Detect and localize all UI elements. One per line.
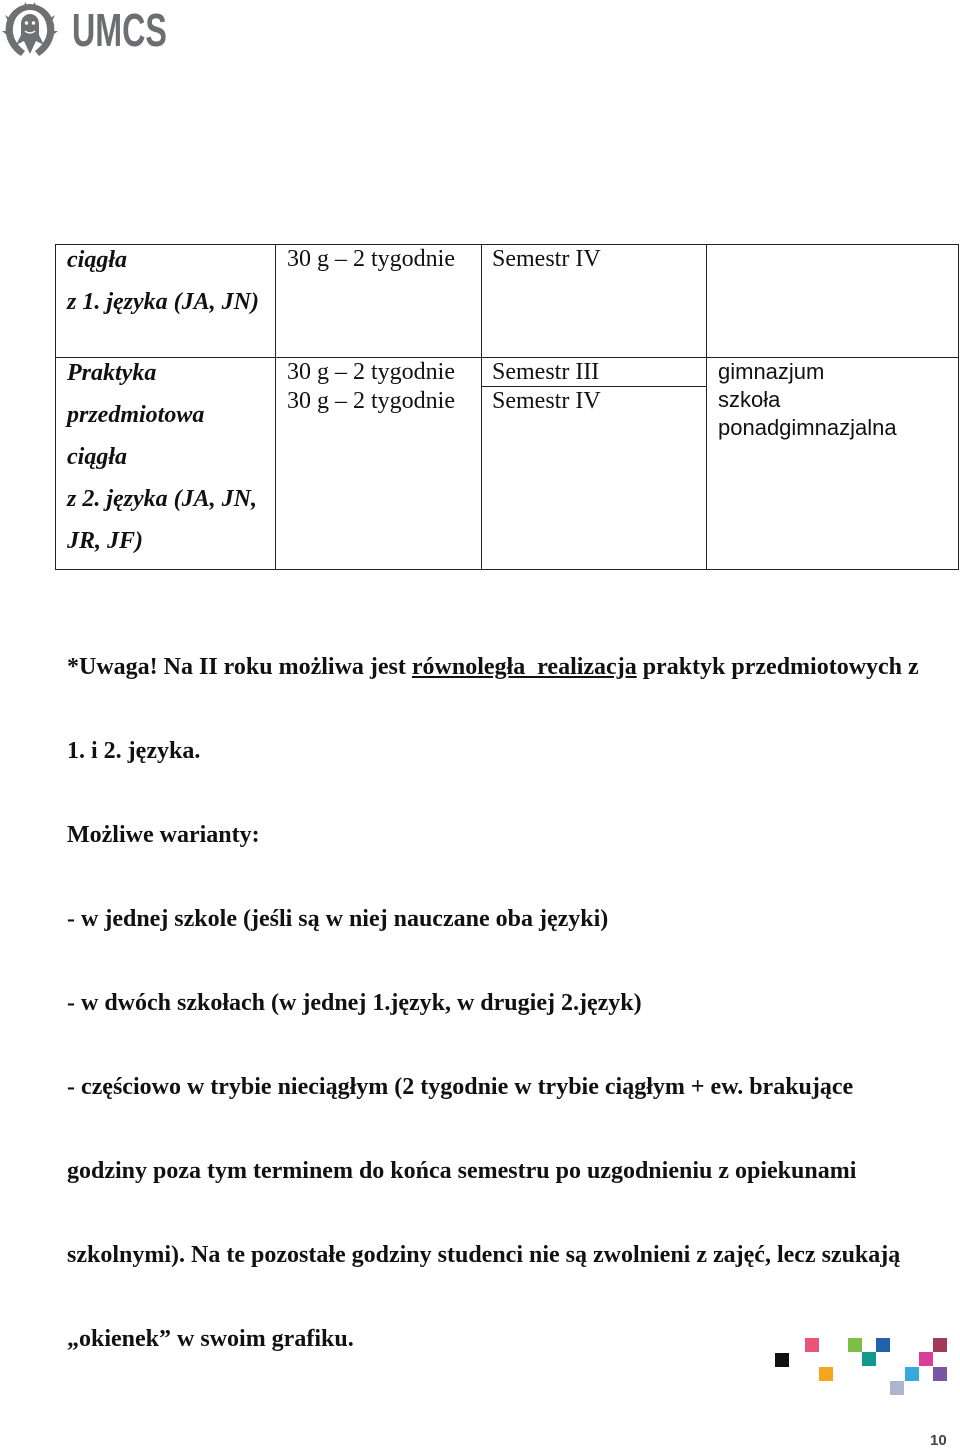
decoration-square [862, 1352, 876, 1366]
practice-name-line: Praktyka [67, 360, 157, 386]
practice-name-line: przedmiotowa [67, 402, 205, 428]
decoration-square [919, 1352, 933, 1366]
decoration-square [819, 1367, 833, 1381]
semester-line: Semestr IV [492, 246, 601, 272]
variant-item: - częściowo w trybie nieciągłym (2 tygodnie w trybie ciągłym + ew. brakujące [67, 1074, 854, 1100]
cell-practice-name [56, 245, 276, 358]
decoration-square [848, 1338, 862, 1352]
decoration-square [905, 1367, 919, 1381]
decoration-square [890, 1381, 904, 1395]
school-type-line: ponadgimnazjalna [718, 415, 897, 440]
decoration-square [933, 1367, 947, 1381]
note-line: 1. i 2. języka. [67, 738, 201, 764]
umcs-emblem-icon [1, 1, 59, 61]
decoration-square [933, 1338, 947, 1352]
practice-name-line: ciągła [67, 444, 127, 470]
school-type-line: gimnazjum [718, 359, 825, 384]
decoration-square [876, 1338, 890, 1352]
practice-name-line: JR, JF) [67, 528, 144, 554]
note-line: szkolnymi). Na te pozostałe godziny studenci nie są zwolnieni z zajęć, lecz szukają [67, 1242, 901, 1268]
cell-semester [482, 245, 707, 358]
cell-school-type [707, 358, 959, 570]
logo-text: UMCS [72, 4, 167, 56]
decoration-square [775, 1353, 789, 1367]
practice-table [55, 244, 959, 570]
hours-line: 30 g – 2 tygodnie [287, 359, 455, 385]
practice-name-line: ciągła [67, 247, 127, 273]
note-lead-text: *Uwaga! Na II roku możliwa jest [67, 654, 412, 680]
note-block [67, 597, 919, 1381]
semester-line: Semestr IV [492, 388, 601, 414]
note-line: „okienek” w swoim grafiku. [67, 1326, 354, 1352]
practice-name-line: z 1. języka (JA, JN) [67, 289, 259, 315]
school-type-line: szkoła [718, 387, 781, 412]
page-number: 10 [930, 1432, 947, 1449]
cell-semester [482, 358, 707, 570]
semester-line: Semestr III [482, 358, 706, 387]
note-underlined-text: równoległa realizacja [411, 654, 637, 680]
variant-item: - w dwóch szkołach (w jednej 1.język, w drugiej 2.język) [67, 990, 642, 1016]
umcs-logo [0, 0, 170, 60]
cell-hours [276, 245, 482, 358]
note-line: godziny poza tym terminem do końca semestru po uzgodnieniu z opiekunami [67, 1158, 857, 1184]
decoration-square [805, 1338, 819, 1352]
hours-line: 30 g – 2 tygodnie [287, 246, 455, 272]
cell-hours [276, 358, 482, 570]
variant-item: - w jednej szkole (jeśli są w niej nauczane oba języki) [67, 906, 609, 932]
cell-practice-name [56, 358, 276, 570]
note-line [67, 653, 919, 681]
hours-line: 30 g – 2 tygodnie [287, 388, 455, 414]
variants-heading: Możliwe warianty: [67, 822, 260, 848]
cell-school-type [707, 245, 959, 358]
note-tail-text: praktyk przedmiotowych z [636, 654, 919, 680]
practice-name-line: z 2. języka (JA, JN, [67, 486, 257, 512]
